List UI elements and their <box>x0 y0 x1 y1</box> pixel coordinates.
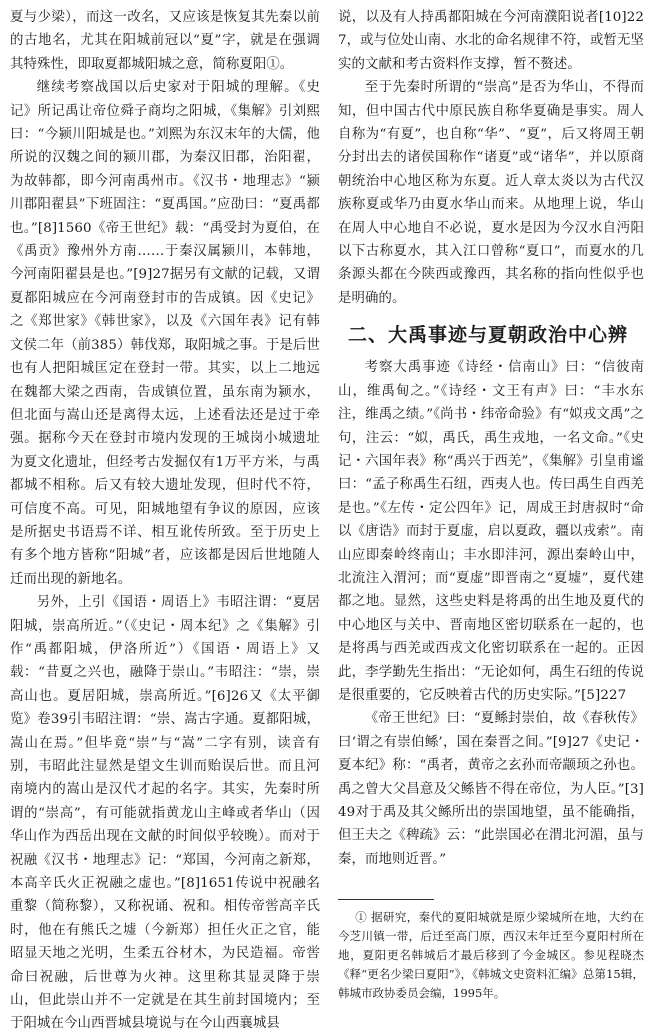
body-paragraph: 继续考察战国以后史家对于阳城的理解。《史记》所记禹让帝位舜子商均之阳城，《集解》引刘熙曰：“今颍川阳城是也。”刘熙为东汉末年的大儒，他所说的汉魏之间的颍川郡，为秦汉旧郡，治阳翟，为故韩都，即今河南禹州市。《汉书・地理志》“颍川郡阳翟县”下班固注：“夏禹国。”应劭曰：“夏禹都也。”[8]1560《帝王世纪》载：“禹受封为夏伯，在《禹贡》豫州外方南……于秦汉属颍川，本韩地，今河南阳翟县是也。”[9]27据另有文献的记载，又谓夏都阳城应在今河南登封市的告成镇。因《史记》之《郑世家》《韩世家》，以及《六国年表》记有韩文侯二年（前385）韩伐郑，取阳城之事。于是后世也有人把阳城匡定在登封一带。其实，以上二地远在魏都大梁之西南，告成镇位置，虽东南为颍水，但北面与嵩山还是离得太远，上述看法还是过于牵强。据称今天在登封市境内发现的王城岗小城遗址为夏文化遗址，但经考古发掘仅有1万平方米，与禹都城不相称。后又有较大遗址发现，但时代不符，可信度不高。可见，阳城地望有争议的原因，应该是所据史书语焉不详、相互讹传所致。至于历史上有多个地方皆称“阳城”者，应该都是因后世地随人迁而出现的新地名。 <box>10 80 320 587</box>
footnote-separator <box>338 899 434 900</box>
body-paragraph: 考察大禹事迹《诗经・信南山》曰：“信彼南山，维禹甸之。”《诗经・文王有声》曰：“丰水东注，维禹之绩。”《尚书・纬帝命验》有“姒戎文禹”之句，注云：“姒，禹氏，禹生戎地，一名文命。”《史记・六国年表》称“禹兴于西羌”，《集解》引皇甫谧曰：“孟子称禹生石纽，西夷人也。传曰禹生自西羌是也。”《左传・定公四年》记，周成王封唐叔时“命以《唐诰》而封于夏虚，启以夏政，疆以戎索”。南山应即秦岭终南山；丰水即沣河，源出秦岭山中，北流注入渭河；而“夏虚”即晋南之“夏墟”，夏代建都之地。显然，这些史料是将禹的出生地及夏代的中心地区与关中、晋南地区密切联系在一起的，也是将禹与西羌或西戎文化密切联系在一起的。正因此，李学勤先生指出：“无论如何，禹生石纽的传说是很重要的，它反映着古代的历史实际。”[5]227 <box>338 360 644 703</box>
right-column <box>338 6 644 1003</box>
body-paragraph: 另外，上引《国语・周语上》韦昭注谓：“夏居阳城，崇高所近。”（《史记・周本纪》之《集解》引作“禹都阳城，伊洛所近”）《国语・周语上》又载：“昔夏之兴也，融降于崇山。”韦昭注：“崇，崇高山也。夏居阳城，崇高所近。”[6]26又《太平御览》卷39引韦昭注谓：“崇、嵩古字通。夏都阳城，嵩山在焉。”但毕竟“崇”与“嵩”二字有别，读音有别，韦昭此注显然是望文生训而贻误后世。而且河南境内的嵩山是汉代才起的名字。其实，先秦时所谓的“崇高”，有可能就指黄龙山主峰或者华山（因华山作为西岳出现在文献的时间似乎较晚）。而对于祝融《汉书・地理志》记：“郑国，今河南之新郑，本高辛氏火正祝融之虚也。”[8]1651传说中祝融名重黎（简称黎），又称祝诵、祝和。相传帝喾高辛氏时，他在有熊氏之墟（今新郑）担任火正之官，能昭显天地之光明，生柔五谷材木，为民造福。帝喾命曰祝融，后世尊为火神。这里称其显灵降于崇山，但此崇山并不一定就是在其生前封国境内；至于阳城在今山西晋城县境说与在今山西襄城县 <box>10 595 320 1032</box>
body-paragraph: 《帝王世纪》曰：“夏鲧封崇伯，故《春秋传》曰‘谓之有崇伯鲧’，国在秦晋之间。”[9]27《史记・夏本纪》称：“禹者，黄帝之玄孙而帝颛顼之孙也。禹之曾大父昌意及父鲧皆不得在帝位，为人臣。”[3]49对于禹及其父鲧所出的崇国地望，虽不能确指，但王夫之《稗疏》云：“此崇国必在渭北河湄，虽与秦，而地则近晋。” <box>338 711 644 867</box>
footnote: ① 据研究，秦代的夏阳城就是原少梁城所在地，大约在今芝川镇一带，后迁至高门原，西汉末年迁至今夏阳村所在地，夏阳更名韩城后才最后移到了今金城区。参见程晓杰《释“更名少梁曰夏阳”》，《韩城文史资料汇编》总第15辑，韩城市政协委员会编，1995年。 <box>338 910 644 1001</box>
body-paragraph: 说，以及有人持禹都阳城在今河南濮阳说者[10]227，或与位处山南、水北的命名规律不符，或暂无坚实的文献和考古资料作支撑，暂不赘述。 <box>338 10 644 72</box>
body-paragraph: 夏与少梁），而这一改名，又应该是恢复其先秦以前的古地名，尤其在阳城前冠以“夏”字，就是在强调其特殊性，即取夏都城阳城之意，简称夏阳①。 <box>10 10 320 72</box>
body-paragraph: 至于先秦时所谓的“崇高”是否为华山，不得而知，但中国古代中原民族自称华夏确是事实。周人自称为“有夏”，也自称“华”、“夏”，后又将周王朝分封出去的诸侯国称作“诸夏”或“诸华”，并以原商朝统治中心地区称为东夏。近人章太炎以为古代汉族称夏或华乃由夏水华山而来。从地理上说，华山在周人中心地自不必说，夏水是因为今汉水自沔阳以下古称夏水，其入江口曾称“夏口”，而夏水的几条源头都在今陕西或豫西，其名称的指向性似乎也是明确的。 <box>338 80 644 306</box>
left-column <box>10 6 320 1036</box>
section-heading: 二、大禹事迹与夏朝政治中心辨 <box>348 324 629 347</box>
